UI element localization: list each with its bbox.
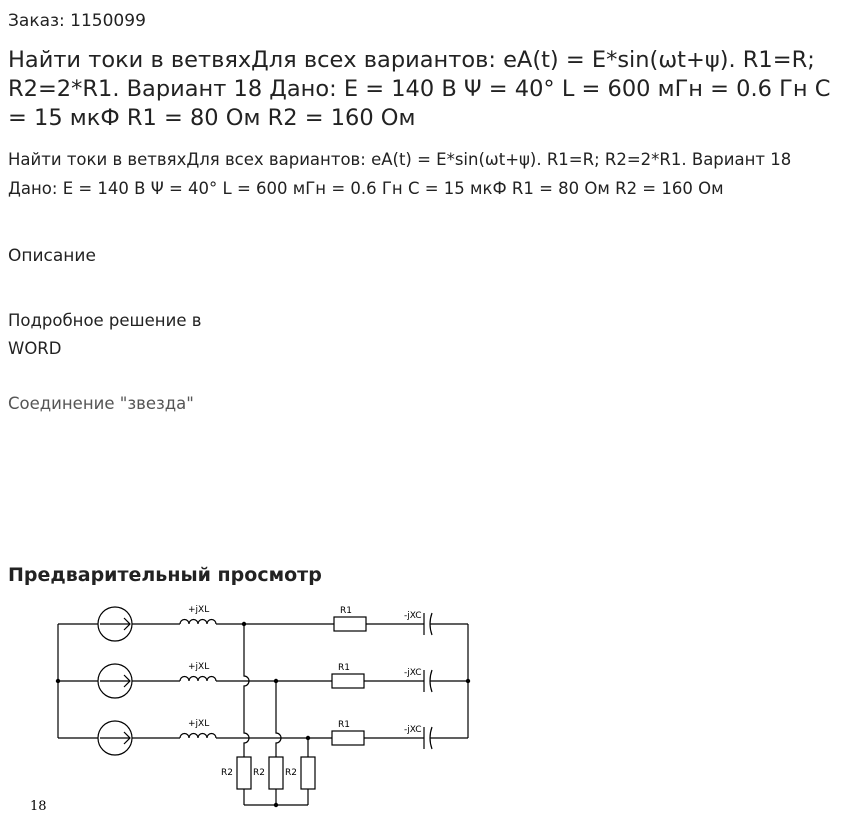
capacitor-label-b: -jXC <box>404 668 422 678</box>
capacitor-label-c: -jXC <box>404 725 422 735</box>
inductor-c <box>180 734 216 739</box>
inductor-a <box>180 620 216 625</box>
order-number: Заказ: 1150099 <box>8 11 146 31</box>
description-heading: Описание <box>8 246 96 266</box>
description-text: Подробное решение в WORD <box>8 311 202 358</box>
drop-a <box>244 624 249 757</box>
r1-label-c: R1 <box>338 720 350 730</box>
task-summary: Найти токи в ветвяхДля всех вариантов: eA(t) = E*sin(ωt+ψ). R1=R; R2=2*R1. Вариант 18 Дано: E = 140 В Ψ = 40° L = 600 мГн = 0.6 Гн C = 15 мкФ R1 = 80 Ом R2 = 160 Ом <box>8 150 792 198</box>
drop-b <box>276 681 281 757</box>
preview-heading: Предварительный просмотр <box>8 564 322 586</box>
variant-number: 18 <box>30 799 47 814</box>
inductor-label-c: +jXL <box>188 719 210 729</box>
resistor-r1-a <box>334 617 366 631</box>
resistor-r2-c <box>301 757 315 789</box>
r1-label-b: R1 <box>338 663 350 673</box>
inductor-label-b: +jXL <box>188 662 210 672</box>
inductor-label-a: +jXL <box>188 605 210 615</box>
r2-label-a: R2 <box>221 768 233 778</box>
r2-label-c: R2 <box>285 768 297 778</box>
resistor-r2-b <box>269 757 283 789</box>
page-title: Найти токи в ветвяхДля всех вариантов: eA(t) = E*sin(ωt+ψ). R1=R; R2=2*R1. Вариант 18 Дано: E = 140 В Ψ = 40° L = 600 мГн = 0.6 Гн C = 15 мкФ R1 = 80 Ом R2 = 160 Ом <box>8 47 831 131</box>
r1-label-a: R1 <box>340 606 352 616</box>
description-note: Соединение "звезда" <box>8 394 194 413</box>
capacitor-label-a: -jXC <box>404 611 422 621</box>
resistor-r1-b <box>332 674 364 688</box>
resistor-r1-c <box>332 731 364 745</box>
inductor-b <box>180 677 216 682</box>
r2-label-b: R2 <box>253 768 265 778</box>
resistor-r2-a <box>237 757 251 789</box>
circuit-scheme <box>20 596 480 821</box>
